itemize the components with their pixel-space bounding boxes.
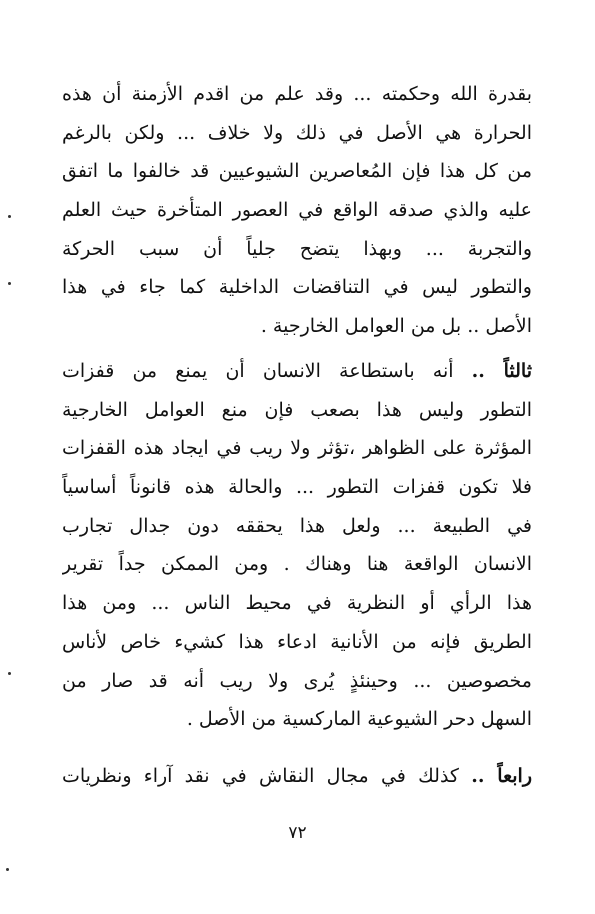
text-line: التطور وليس هذا بصعب فإن منع العوامل الخارجية (62, 398, 532, 421)
paragraph-3 (62, 757, 532, 796)
text-line: عليه والذي صدقه الواقع في العصور المتأخرة حيث العلم (62, 199, 532, 222)
text-line: هذا الرأي أو النظرية في محيط الناس ... ومن هذا (62, 592, 532, 615)
text-line: في الطبيعة ... ولعل هذا يحققه دون جدال تجارب (62, 514, 532, 537)
text-line: والتطور ليس في التناقضات الداخلية كما جاء في هذا (62, 276, 532, 299)
text-line: والتجربة ... وبهذا يتضح جلياً أن سبب الحركة (62, 237, 532, 260)
text-line-rest: أنه باستطاعة الانسان أن يمنع من قفزات (62, 360, 454, 382)
margin-speck (8, 672, 11, 675)
paragraph-1 (62, 75, 532, 346)
text-line: فلا تكون قفزات التطور ... والحالة هذه قانوناً أساسياً (62, 476, 532, 499)
text-line: بقدرة الله وحكمته ... وقد علم من اقدم الأزمنة أن هذه (62, 83, 532, 105)
text-line: مخصوصين ... وحينئذٍ يُرى ولا ريب أنه قد صار من (62, 669, 532, 692)
margin-speck (8, 282, 11, 285)
paragraph-lead: رابعاً .. (471, 765, 532, 787)
text-line: الحرارة هي الأصل في ذلك ولا خلاف ... ولكن بالرغم (62, 121, 532, 144)
text-line: السهل دحر الشيوعية الماركسية من الأصل . (186, 708, 532, 731)
text-line-rest: كذلك في مجال النقاش في نقد آراء ونظريات (62, 765, 459, 787)
text-line: الانسان الواقعة هنا وهناك . ومن الممكن جداً تقرير (62, 553, 532, 576)
text-line: الطريق فإنه من الأنانية ادعاء هذا كشيء خاص لأناس (62, 630, 532, 653)
page-number: ٧٢ (288, 823, 307, 843)
paragraph-2 (62, 352, 532, 739)
margin-speck (8, 215, 11, 218)
text-line: الأصل .. بل من العوامل الخارجية . (260, 315, 532, 338)
paragraph-lead: ثالثاً .. (471, 360, 532, 382)
text-line-first (62, 352, 532, 391)
text-line: المؤثرة على الظواهر ،تؤثر ولا ريب في ايجاد هذه القفزات (62, 437, 532, 460)
margin-speck (6, 868, 9, 871)
text-line-first (62, 757, 532, 796)
text-line: من كل هذا فإن المُعاصرين الشيوعيين قد خالفوا ما اتفق (62, 160, 532, 183)
